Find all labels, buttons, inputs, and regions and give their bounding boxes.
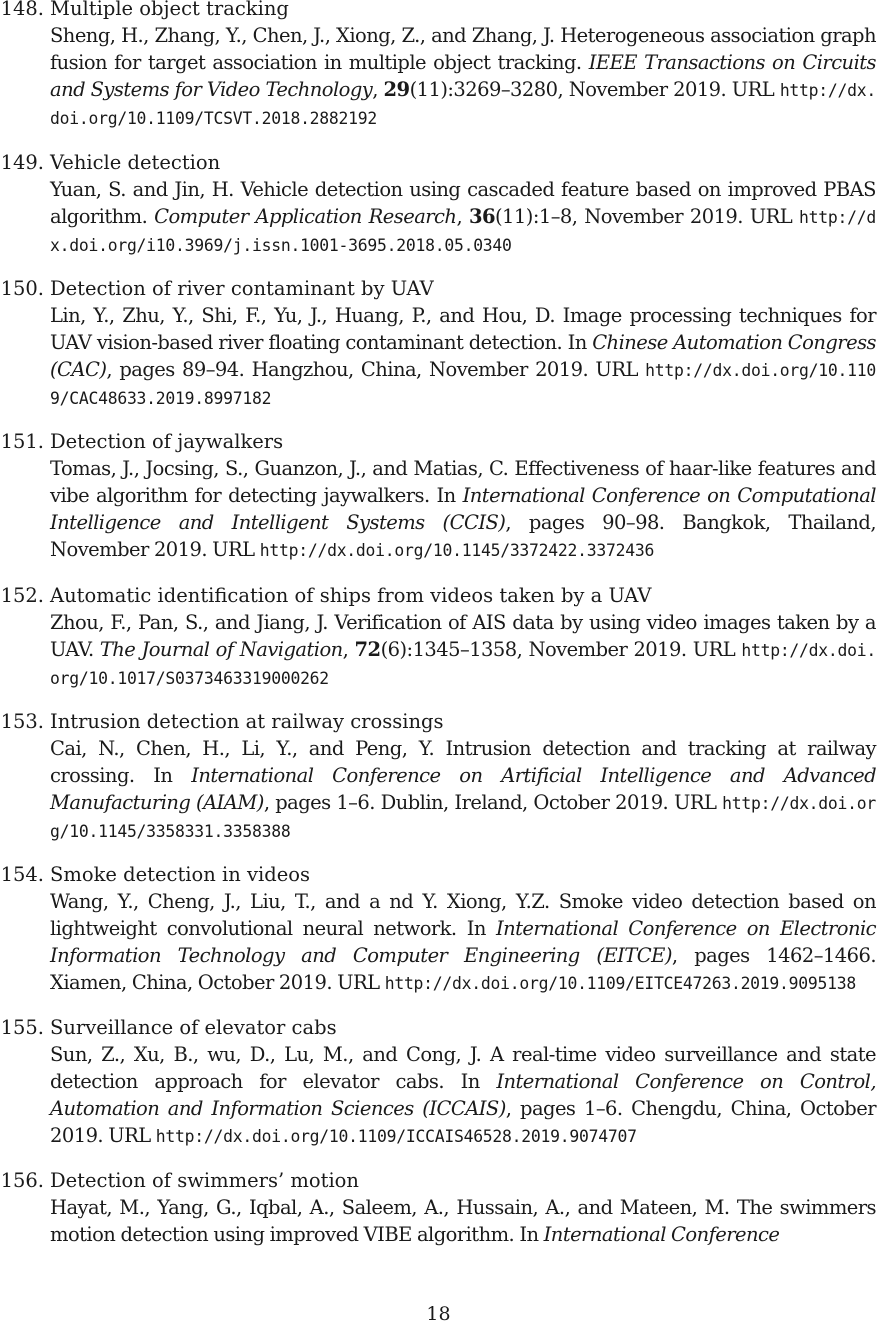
citation-venue: The Journal of Navigation bbox=[99, 638, 343, 661]
citation-authors: Sun, Z., Xu, B., wu, D., Lu, M., and Cong, J. bbox=[50, 1043, 482, 1066]
entry-citation: Zhou, F., Pan, S., and Jiang, J. Verification of AIS data by using video images taken by a UAV. The Journal of Navigation, 72(6):1345–1358, November 2019. URL http://dx.doi.org/10.1017/S0373463319000262 bbox=[50, 611, 876, 688]
citation-venue: International Conference on Electronic Information Technology and Computer Engineering (EITCE) bbox=[50, 917, 877, 967]
citation-venue: IEEE Transactions on Circuits and Systems for Video Technology bbox=[50, 51, 877, 101]
citation-url[interactable]: http://dx.doi.org/10.1109/EITCE47263.2019.9095138 bbox=[384, 974, 856, 993]
citation-url[interactable]: http://dx.doi.org/10.1109/TCSVT.2018.2882192 bbox=[50, 81, 876, 128]
citation-title: Intrusion detection and tracking at railway crossing. bbox=[50, 737, 876, 787]
entry-topic: Multiple object tracking bbox=[50, 0, 289, 20]
citation-title: Vehicle detection using cascaded feature based on improved PBAS algorithm. bbox=[50, 178, 876, 228]
entry-citation bbox=[50, 888, 876, 997]
citation-venue: Chinese Automation Congress (CAC) bbox=[50, 331, 876, 381]
entry-citation bbox=[50, 1194, 876, 1248]
citation-venue: International Conference on Artificial Intelligence and Advanced Manufacturing (AIAM) bbox=[50, 764, 876, 814]
entry-number: 154. bbox=[0, 863, 44, 886]
citation-authors: Tomas, J., Jocsing, S., Guanzon, J., and Matias, C. bbox=[50, 457, 509, 480]
entry-number: 152. bbox=[0, 584, 44, 607]
citation-authors: Zhou, F., Pan, S., and Jiang, J. bbox=[50, 611, 328, 634]
citation-venue: Computer Application Research bbox=[154, 205, 457, 228]
citation-volume: 36 bbox=[468, 205, 495, 228]
citation-title: Smoke video detection based on lightweight convolutional neural network. bbox=[50, 890, 876, 940]
entry-topic: Vehicle detection bbox=[50, 151, 221, 174]
entry-number: 156. bbox=[0, 1169, 44, 1192]
citation-prefix: In bbox=[466, 917, 486, 940]
citation-url[interactable]: http://dx.doi.org/10.1145/3372422.3372436 bbox=[259, 541, 655, 560]
entry-citation bbox=[50, 1041, 876, 1150]
entry-topic: Smoke detection in videos bbox=[50, 863, 311, 886]
citation-volume: 72 bbox=[354, 638, 381, 661]
citation-details: , pages 1–6. Dublin, Ireland, October 2019. URL bbox=[263, 791, 717, 814]
entry-citation bbox=[50, 735, 876, 845]
citation-details: (11):1–8, November 2019. URL bbox=[494, 205, 793, 228]
citation-url[interactable]: http://dx.doi.org/10.1145/3358331.3358388 bbox=[50, 794, 877, 841]
citation-title: Image processing techniques for UAV vision-based river floating contaminant detection. bbox=[50, 304, 876, 354]
page-number: 18 bbox=[426, 1303, 451, 1325]
citation-title: A real-time video surveillance and state detection approach for elevator cabs. bbox=[50, 1043, 876, 1093]
citation-title: Heterogeneous association graph fusion for target association in multiple object tracking. bbox=[50, 24, 877, 74]
citation-details: , pages 89–94. Hangzhou, China, November 2019. URL bbox=[106, 358, 638, 381]
citation-details: , pages 1462–1466. Xiamen, China, October 2019. URL bbox=[50, 944, 876, 994]
citation-prefix: In bbox=[153, 764, 173, 787]
entry-topic: Detection of jaywalkers bbox=[50, 430, 284, 453]
citation-title: Verification of AIS data by using video images taken by a UAV. bbox=[50, 611, 876, 661]
entry-number: 151. bbox=[0, 430, 44, 453]
citation-authors: Yuan, S. and Jin, H. bbox=[50, 178, 234, 201]
citation-url[interactable]: http://dx.doi.org/i10.3969/j.issn.1001-3695.2018.05.0340 bbox=[50, 208, 876, 255]
citation-title: Effectiveness of haar-like features and vibe algorithm for detecting jaywalkers. bbox=[50, 457, 876, 507]
entry-number: 150. bbox=[0, 277, 44, 300]
citation-authors: Hayat, M., Yang, G., Iqbal, A., Saleem, A., Hussain, A., and Mateen, M. bbox=[50, 1196, 730, 1219]
entry-citation bbox=[50, 455, 876, 564]
citation-venue: International Conference on Computational Intelligence and Intelligent Systems (CCIS) bbox=[50, 484, 876, 534]
citation-venue: International Conference bbox=[543, 1223, 780, 1246]
citation-authors: Lin, Y., Zhu, Y., Shi, F., Yu, J., Huang, P., and Hou, D. bbox=[50, 304, 555, 327]
citation-details: (6):1345–1358, November 2019. URL bbox=[380, 638, 736, 661]
citation-url[interactable]: http://dx.doi.org/10.1109/CAC48633.2019.8997182 bbox=[50, 361, 876, 408]
citation-title: The swimmers motion detection using improved VIBE algorithm. bbox=[50, 1196, 876, 1246]
entry-citation: Sheng, H., Zhang, Y., Chen, J., Xiong, Z., and Zhang, J. Heterogeneous association graph fusion for target association in multiple object tracking. IEEE Transactions on Circuits and Systems for Video Technology, 29(11):3269–3280, November 2019. URL http://dx.doi.org/10.1109/TCSVT.2018.2882192 bbox=[50, 24, 877, 128]
citation-prefix: In bbox=[436, 484, 456, 507]
entry-topic: Automatic identification of ships from videos taken by a UAV bbox=[50, 584, 652, 607]
entry-number: 153. bbox=[0, 710, 44, 733]
citation-authors: Cai, N., Chen, H., Li, Y., and Peng, Y. bbox=[50, 737, 435, 760]
entry-topic: Surveillance of elevator cabs bbox=[50, 1016, 337, 1039]
entry-topic: Detection of swimmers’ motion bbox=[50, 1169, 359, 1192]
entry-number: 155. bbox=[0, 1016, 44, 1039]
citation-url[interactable]: http://dx.doi.org/10.1109/ICCAIS46528.2019.9074707 bbox=[155, 1127, 637, 1146]
citation-authors: Sheng, H., Zhang, Y., Chen, J., Xiong, Z., and Zhang, J. bbox=[50, 24, 555, 47]
citation-prefix: In bbox=[567, 331, 587, 354]
entry-number: 149. bbox=[0, 151, 44, 174]
entry-number: 148. bbox=[0, 0, 44, 20]
citation-prefix: In bbox=[460, 1070, 480, 1093]
entry-citation: Yuan, S. and Jin, H. Vehicle detection using cascaded feature based on improved PBAS algorithm. Computer Application Research, 36(11):1–8, November 2019. URL http://dx.doi.org/i10.3969/j.issn.1001-3695.2018.05.0340 bbox=[50, 178, 876, 255]
citation-details: (11):3269–3280, November 2019. URL bbox=[409, 78, 775, 101]
citation-volume: 29 bbox=[383, 78, 410, 101]
citation-details: , pages 90–98. Bangkok, Thailand, November 2019. URL bbox=[50, 511, 876, 561]
citation-details: , pages 1–6. Chengdu, China, October 2019. URL bbox=[50, 1097, 876, 1147]
citation-venue: International Conference on Control, Automation and Information Sciences (ICCAIS) bbox=[50, 1070, 876, 1120]
citation-authors: Wang, Y., Cheng, J., Liu, T., and a nd Y. Xiong, Y.Z. bbox=[50, 890, 550, 913]
entry-citation bbox=[50, 302, 876, 412]
entry-topic: Intrusion detection at railway crossings bbox=[50, 710, 444, 733]
citation-prefix: In bbox=[519, 1223, 539, 1246]
entry-topic: Detection of river contaminant by UAV bbox=[50, 277, 434, 300]
citation-url[interactable]: http://dx.doi.org/10.1017/S0373463319000262 bbox=[50, 641, 876, 688]
